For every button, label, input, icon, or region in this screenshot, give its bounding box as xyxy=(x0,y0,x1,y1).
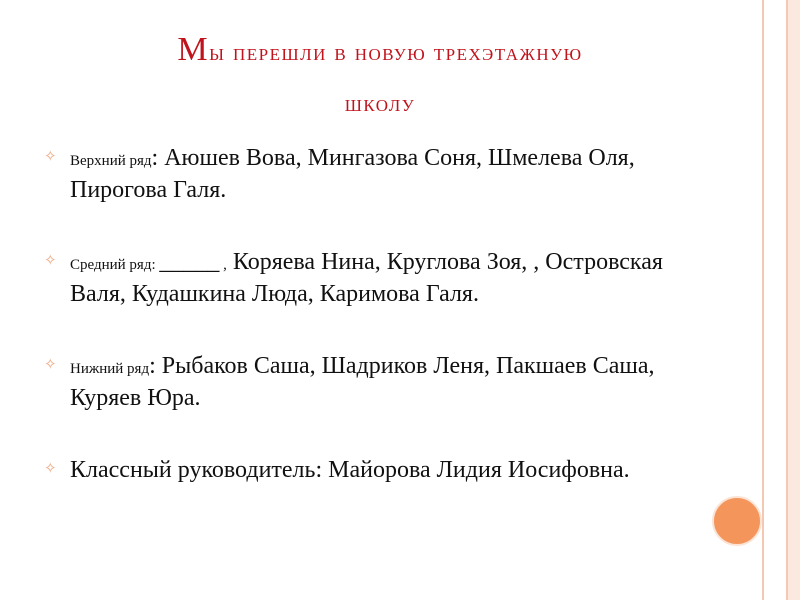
bullet-icon: ✧ xyxy=(44,355,57,373)
title-first-letter: М xyxy=(177,31,210,68)
bullet-icon: ✧ xyxy=(44,147,57,165)
title-line1: ы перешли в новую трехэтажную xyxy=(209,40,583,66)
bullet-icon: ✧ xyxy=(44,251,57,269)
accent-circle xyxy=(712,496,762,546)
list-item xyxy=(42,454,692,486)
content-list xyxy=(42,142,692,486)
row-names: : Рыбаков Саша, Шадриков Леня, Пакшаев Саша, Куряев Юра. xyxy=(70,353,655,411)
edge-band xyxy=(788,0,800,600)
list-item xyxy=(42,350,692,414)
list-item xyxy=(42,142,692,206)
blank-line: _____ xyxy=(159,249,220,275)
slide-title xyxy=(60,26,700,128)
comma-small: , xyxy=(219,257,227,273)
edge-line xyxy=(762,0,764,600)
row-label: Средний ряд: xyxy=(70,257,160,273)
row-names: : Аюшев Вова, Мингазова Соня, Шмелева Оля, Пирогова Галя. xyxy=(70,145,635,203)
row-label: Верхний ряд xyxy=(70,153,152,169)
teacher-text: Классный руководитель: Майорова Лидия Иосифовна. xyxy=(70,457,630,483)
row-names: Коряева Нина, Круглова Зоя, , Островская Валя, Кудашкина Люда, Каримова Галя. xyxy=(70,249,663,307)
bullet-icon: ✧ xyxy=(44,459,57,477)
row-label: Нижний ряд xyxy=(70,361,150,377)
title-line2: школу xyxy=(344,91,416,117)
list-item xyxy=(42,246,692,310)
